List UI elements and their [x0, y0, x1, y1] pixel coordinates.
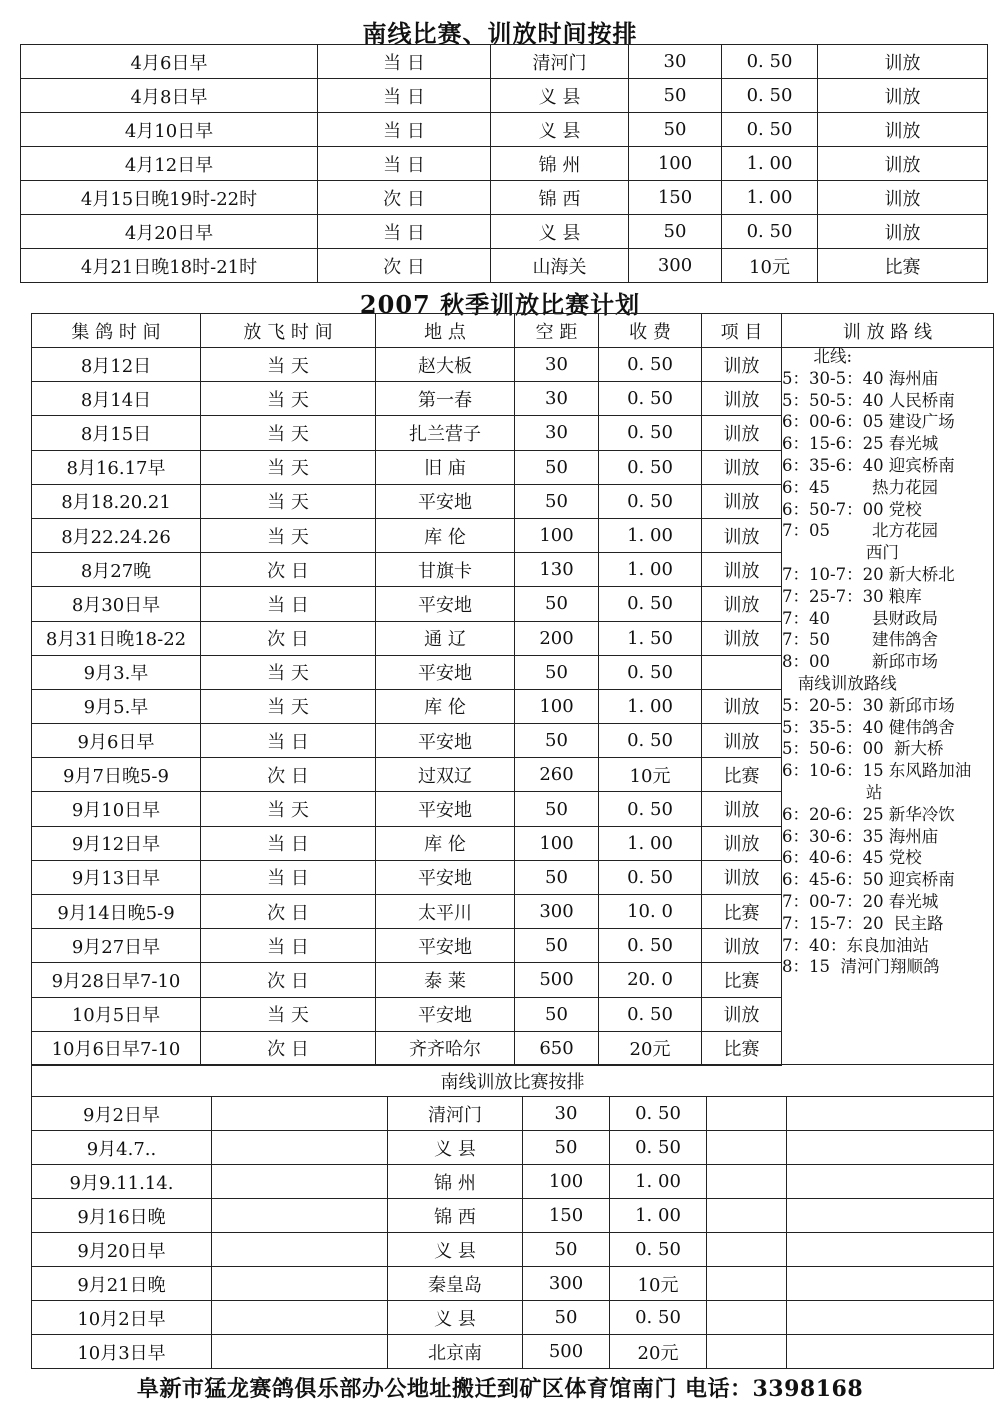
table-cell: 100 [515, 826, 599, 860]
empty-cell [707, 1233, 787, 1267]
table-cell: 1. 00 [610, 1199, 707, 1233]
table-cell: 次 日 [201, 895, 376, 929]
table-cell: 50 [629, 79, 722, 113]
table-cell: 4月10日早 [21, 113, 318, 147]
table-row [21, 215, 988, 249]
table-cell: 0. 50 [599, 416, 702, 450]
table-cell: 训放 [818, 45, 988, 79]
table-cell: 平安地 [376, 655, 515, 689]
table-cell: 当 日 [201, 724, 376, 758]
table-cell: 100 [629, 147, 722, 181]
table-cell: 130 [515, 553, 599, 587]
table-cell: 齐齐哈尔 [376, 1031, 515, 1065]
table-cell: 9月28日早7-10 [32, 963, 201, 997]
table-row [32, 1335, 994, 1369]
table-cell: 20元 [610, 1335, 707, 1369]
table-cell: 次 日 [201, 1031, 376, 1065]
route-line: 8：00 新邱市场 [782, 652, 938, 672]
table-cell: 当 天 [201, 518, 376, 552]
table-cell: 4月12日早 [21, 147, 318, 181]
empty-cell [787, 1199, 994, 1233]
empty-cell [212, 1267, 388, 1301]
empty-cell [212, 1165, 388, 1199]
route-line: 6：10-6：15 东风路加油 [782, 761, 972, 781]
route-line: 南线训放路线 [782, 673, 897, 693]
table-cell: 0. 50 [599, 655, 702, 689]
table-cell: 20. 0 [599, 963, 702, 997]
empty-cell [707, 1131, 787, 1165]
table-cell: 0. 50 [599, 484, 702, 518]
table-cell: 当 天 [201, 416, 376, 450]
table-cell: 次 日 [318, 181, 491, 215]
table-cell: 0. 50 [722, 79, 818, 113]
table-cell: 次 日 [201, 553, 376, 587]
table-cell: 9月21日晚 [32, 1267, 212, 1301]
table-cell: 当 天 [201, 484, 376, 518]
table-cell: 训放 [702, 860, 782, 894]
table-cell: 训放 [702, 416, 782, 450]
table-cell: 50 [523, 1131, 610, 1165]
column-header: 集 鸽 时 间 [32, 314, 201, 348]
table-cell: 0. 50 [599, 587, 702, 621]
route-line: 6：45-6：50 迎宾桥南 [782, 870, 955, 890]
table-cell: 次 日 [201, 621, 376, 655]
table-cell: 比赛 [702, 1031, 782, 1065]
empty-cell [212, 1131, 388, 1165]
column-header: 放 飞 时 间 [201, 314, 376, 348]
footer-notice: 阜新市猛龙赛鸽俱乐部办公地址搬迁到矿区体育馆南门 电话：3398168 [136, 1376, 864, 1402]
table-cell: 当 日 [201, 587, 376, 621]
table-cell: 训放 [702, 826, 782, 860]
table-cell: 0. 50 [610, 1233, 707, 1267]
table-cell: 1. 00 [599, 518, 702, 552]
table-cell: 0. 50 [610, 1131, 707, 1165]
table-cell: 30 [515, 416, 599, 450]
table-cell: 30 [515, 382, 599, 416]
table-cell: 当 天 [201, 655, 376, 689]
table-cell: 8月27晚 [32, 553, 201, 587]
table-cell: 训放 [702, 518, 782, 552]
table-cell: 0. 50 [599, 792, 702, 826]
table-cell: 义 县 [491, 79, 629, 113]
column-header: 地 点 [376, 314, 515, 348]
table-cell: 8月16.17早 [32, 450, 201, 484]
column-header: 空 距 [515, 314, 599, 348]
route-line: 7：25-7：30 粮库 [782, 586, 922, 606]
table-cell: 1. 00 [722, 147, 818, 181]
table-cell: 9月16日晚 [32, 1199, 212, 1233]
table-cell: 平安地 [376, 724, 515, 758]
table-cell: 训放 [702, 929, 782, 963]
empty-cell [787, 1131, 994, 1165]
table-cell: 秦皇岛 [388, 1267, 523, 1301]
table-cell: 锦 西 [388, 1199, 523, 1233]
route-line: 7：10-7：20 新大桥北 [782, 564, 955, 584]
table-cell: 当 天 [201, 382, 376, 416]
table-cell: 清河门 [491, 45, 629, 79]
route-line: 站 [782, 782, 883, 802]
table-cell: 8月18.20.21 [32, 484, 201, 518]
column-header: 项 目 [702, 314, 782, 348]
table-cell: 平安地 [376, 929, 515, 963]
table-cell: 义 县 [388, 1301, 523, 1335]
table-cell: 训放 [702, 621, 782, 655]
table-cell: 1. 00 [599, 553, 702, 587]
table-cell: 训放 [818, 79, 988, 113]
table-cell: 8月31日晚18-22 [32, 621, 201, 655]
table-cell: 9月9.11.14. [32, 1165, 212, 1199]
table-cell: 0. 50 [722, 215, 818, 249]
table-cell: 500 [523, 1335, 610, 1369]
table-cell: 30 [523, 1097, 610, 1131]
table-row [21, 113, 988, 147]
table-cell: 50 [523, 1233, 610, 1267]
column-header: 收 费 [599, 314, 702, 348]
table-cell: 10月3日早 [32, 1335, 212, 1369]
table-cell: 100 [523, 1165, 610, 1199]
table-cell: 训放 [702, 348, 782, 382]
table-cell: 9月20日早 [32, 1233, 212, 1267]
table-cell: 训放 [702, 553, 782, 587]
table-cell: 10月6日早7-10 [32, 1031, 201, 1065]
table-cell: 200 [515, 621, 599, 655]
route-line: 8：15 清河门翔顺鸽 [782, 957, 940, 977]
empty-cell [707, 1097, 787, 1131]
table-cell: 8月22.24.26 [32, 518, 201, 552]
empty-cell [212, 1097, 388, 1131]
table-cell: 次 日 [318, 249, 491, 283]
table-row [32, 1267, 994, 1301]
table-row [21, 181, 988, 215]
table-cell: 260 [515, 758, 599, 792]
table-cell: 当 日 [201, 826, 376, 860]
table-cell: 50 [515, 860, 599, 894]
route-line: 7：40 县财政局 [782, 608, 938, 628]
table-cell: 训放 [702, 724, 782, 758]
route-line: 6：20-6：25 新华冷饮 [782, 804, 955, 824]
table-cell: 8月15日 [32, 416, 201, 450]
table-cell: 训放 [702, 382, 782, 416]
route-line: 6：30-6：35 海州庙 [782, 826, 939, 846]
table-cell: 次 日 [201, 758, 376, 792]
table-cell: 50 [515, 450, 599, 484]
table-row [21, 249, 988, 283]
route-line: 7：40：东良加油站 [782, 935, 929, 955]
table-cell: 通 辽 [376, 621, 515, 655]
table-cell: 当 日 [318, 215, 491, 249]
table-cell: 0. 50 [610, 1301, 707, 1335]
table-cell: 锦 西 [491, 181, 629, 215]
table-cell: 10元 [610, 1267, 707, 1301]
empty-cell [212, 1335, 388, 1369]
empty-cell [212, 1233, 388, 1267]
route-line: 北线: [782, 347, 853, 366]
column-header: 训 放 路 线 [782, 314, 994, 348]
table-cell: 当 天 [201, 348, 376, 382]
table-cell: 8月12日 [32, 348, 201, 382]
table-cell: 0. 50 [722, 113, 818, 147]
empty-cell [707, 1301, 787, 1335]
table-cell: 500 [515, 963, 599, 997]
table-cell: 650 [515, 1031, 599, 1065]
table-cell: 1. 00 [599, 826, 702, 860]
table-cell: 清河门 [388, 1097, 523, 1131]
table-cell: 训放 [702, 450, 782, 484]
table-cell: 库 伦 [376, 518, 515, 552]
table-cell: 9月14日晚5-9 [32, 895, 201, 929]
table-cell: 0. 50 [599, 348, 702, 382]
empty-cell [787, 1301, 994, 1335]
table-cell: 当 日 [201, 860, 376, 894]
table-row [21, 79, 988, 113]
table-cell: 0. 50 [599, 724, 702, 758]
table-cell: 义 县 [491, 215, 629, 249]
table-cell: 50 [515, 724, 599, 758]
table-cell: 锦 州 [491, 147, 629, 181]
table-cell: 比赛 [702, 895, 782, 929]
table-cell: 平安地 [376, 484, 515, 518]
table-cell: 山海关 [491, 249, 629, 283]
route-line: 7：05 北方花园 [782, 521, 938, 541]
table-cell: 10. 0 [599, 895, 702, 929]
table-cell: 平安地 [376, 860, 515, 894]
table-cell: 当 日 [318, 113, 491, 147]
south-schedule-title: 南线比赛、训放时间按排 [362, 19, 638, 48]
table-cell: 比赛 [818, 249, 988, 283]
table-cell: 当 日 [318, 45, 491, 79]
training-routes [782, 346, 992, 1064]
empty-cell [212, 1199, 388, 1233]
table-cell: 9月2日早 [32, 1097, 212, 1131]
table-cell: 1. 00 [722, 181, 818, 215]
table-cell: 0. 50 [722, 45, 818, 79]
table-cell: 库 伦 [376, 689, 515, 723]
table-cell: 0. 50 [599, 860, 702, 894]
table-cell: 泰 莱 [376, 963, 515, 997]
empty-cell [707, 1165, 787, 1199]
table-cell: 50 [515, 484, 599, 518]
table-cell: 300 [629, 249, 722, 283]
table-cell: 9月4.7.. [32, 1131, 212, 1165]
table-cell: 50 [515, 929, 599, 963]
table-cell: 赵大板 [376, 348, 515, 382]
autumn-plan-title: 2007 秋季训放比赛计划 [359, 290, 641, 319]
empty-cell [707, 1267, 787, 1301]
table-cell: 过双辽 [376, 758, 515, 792]
empty-cell [212, 1301, 388, 1335]
table-cell: 9月10日早 [32, 792, 201, 826]
table-cell: 训放 [818, 215, 988, 249]
table-cell: 平安地 [376, 587, 515, 621]
table-cell: 0. 50 [599, 450, 702, 484]
table-cell: 10元 [599, 758, 702, 792]
table-cell: 平安地 [376, 997, 515, 1031]
route-line: 5：50-5：40 人民桥南 [782, 390, 955, 410]
south-schedule-table [20, 44, 988, 283]
table-cell: 第一春 [376, 382, 515, 416]
table-cell: 100 [515, 518, 599, 552]
table-cell: 义 县 [388, 1233, 523, 1267]
table-row [32, 1165, 994, 1199]
table-cell: 0. 50 [599, 382, 702, 416]
table-cell: 1. 00 [610, 1165, 707, 1199]
table-cell: 9月7日晚5-9 [32, 758, 201, 792]
table-cell: 太平川 [376, 895, 515, 929]
table-cell: 9月5.早 [32, 689, 201, 723]
route-line: 5：35-5：40 健伟鸽舍 [782, 717, 955, 737]
route-line: 6：40-6：45 党校 [782, 848, 922, 868]
table-cell: 20元 [599, 1031, 702, 1065]
table-cell: 9月3.早 [32, 655, 201, 689]
table-cell: 当 日 [318, 79, 491, 113]
table-cell: 9月12日早 [32, 826, 201, 860]
table-cell: 9月6日早 [32, 724, 201, 758]
table-cell: 9月27日早 [32, 929, 201, 963]
table-cell: 10元 [722, 249, 818, 283]
table-row [32, 1233, 994, 1267]
route-line: 6：45 热力花园 [782, 477, 938, 497]
table-cell: 0. 50 [599, 997, 702, 1031]
table-cell: 平安地 [376, 792, 515, 826]
route-line: 7：50 建伟鸽舍 [782, 630, 938, 650]
route-line: 5：20-5：30 新邱市场 [782, 695, 955, 715]
table-cell: 训放 [702, 997, 782, 1031]
table-cell: 锦 州 [388, 1165, 523, 1199]
table-cell: 50 [515, 997, 599, 1031]
table-cell: 训放 [818, 113, 988, 147]
table-cell: 义 县 [491, 113, 629, 147]
table-cell [702, 655, 782, 689]
table-cell: 次 日 [201, 963, 376, 997]
table-row [21, 147, 988, 181]
table-cell: 旧 庙 [376, 450, 515, 484]
table-cell: 30 [515, 348, 599, 382]
table-cell: 300 [515, 895, 599, 929]
table-cell: 扎兰营子 [376, 416, 515, 450]
table-cell: 当 天 [201, 450, 376, 484]
table-cell: 10月5日早 [32, 997, 201, 1031]
table-cell: 训放 [702, 484, 782, 518]
table-cell: 训放 [702, 587, 782, 621]
table-cell: 当 天 [201, 689, 376, 723]
route-line: 7：15-7：20 民主路 [782, 913, 944, 933]
table-cell: 训放 [818, 147, 988, 181]
table-row [32, 1097, 994, 1131]
table-cell: 8月14日 [32, 382, 201, 416]
table-cell: 50 [515, 655, 599, 689]
table-cell: 30 [629, 45, 722, 79]
empty-cell [787, 1097, 994, 1131]
route-line: 6：15-6：25 春光城 [782, 434, 939, 454]
table-cell: 50 [629, 215, 722, 249]
table-row [32, 1199, 994, 1233]
table-cell: 甘旗卡 [376, 553, 515, 587]
empty-cell [787, 1233, 994, 1267]
south-autumn-table [31, 1064, 994, 1369]
table-cell: 当 天 [201, 997, 376, 1031]
table-cell: 训放 [702, 792, 782, 826]
table-cell: 当 日 [201, 929, 376, 963]
empty-cell [787, 1335, 994, 1369]
table-cell: 10月2日早 [32, 1301, 212, 1335]
table-cell: 4月6日早 [21, 45, 318, 79]
table-cell: 库 伦 [376, 826, 515, 860]
table-cell: 训放 [702, 689, 782, 723]
empty-cell [707, 1335, 787, 1369]
table-cell: 0. 50 [599, 929, 702, 963]
table-cell: 当 日 [318, 147, 491, 181]
table-cell: 1. 50 [599, 621, 702, 655]
table-cell: 50 [515, 792, 599, 826]
table-cell: 100 [515, 689, 599, 723]
empty-cell [707, 1199, 787, 1233]
table-cell: 训放 [818, 181, 988, 215]
table-cell: 4月8日早 [21, 79, 318, 113]
table-cell: 300 [523, 1267, 610, 1301]
table-cell: 8月30日早 [32, 587, 201, 621]
table-cell: 4月21日晚18时-21时 [21, 249, 318, 283]
route-line: 5：30-5：40 海州庙 [782, 368, 939, 388]
table-cell: 0. 50 [610, 1097, 707, 1131]
table-cell: 50 [515, 587, 599, 621]
empty-cell [787, 1267, 994, 1301]
table-cell: 义 县 [388, 1131, 523, 1165]
table-row [32, 1131, 994, 1165]
table-cell: 北京南 [388, 1335, 523, 1369]
south-autumn-title: 南线训放比赛按排 [32, 1065, 994, 1097]
table-cell: 50 [523, 1301, 610, 1335]
table-cell: 4月15日晚19时-22时 [21, 181, 318, 215]
route-line: 6：00-6：05 建设广场 [782, 412, 955, 432]
route-line: 6：50-7：00 党校 [782, 499, 922, 519]
table-cell: 4月20日早 [21, 215, 318, 249]
route-line: 西门 [782, 543, 899, 563]
table-cell: 150 [523, 1199, 610, 1233]
table-cell: 比赛 [702, 758, 782, 792]
route-line: 5：50-6：00 新大桥 [782, 739, 944, 759]
empty-cell [787, 1165, 994, 1199]
table-cell: 当 天 [201, 792, 376, 826]
route-line: 7：00-7：20 春光城 [782, 891, 939, 911]
table-cell: 50 [629, 113, 722, 147]
table-cell: 1. 00 [599, 689, 702, 723]
table-cell: 9月13日早 [32, 860, 201, 894]
table-cell: 150 [629, 181, 722, 215]
table-row [21, 45, 988, 79]
route-line: 6：35-6：40 迎宾桥南 [782, 455, 955, 475]
table-row [32, 1301, 994, 1335]
table-cell: 比赛 [702, 963, 782, 997]
